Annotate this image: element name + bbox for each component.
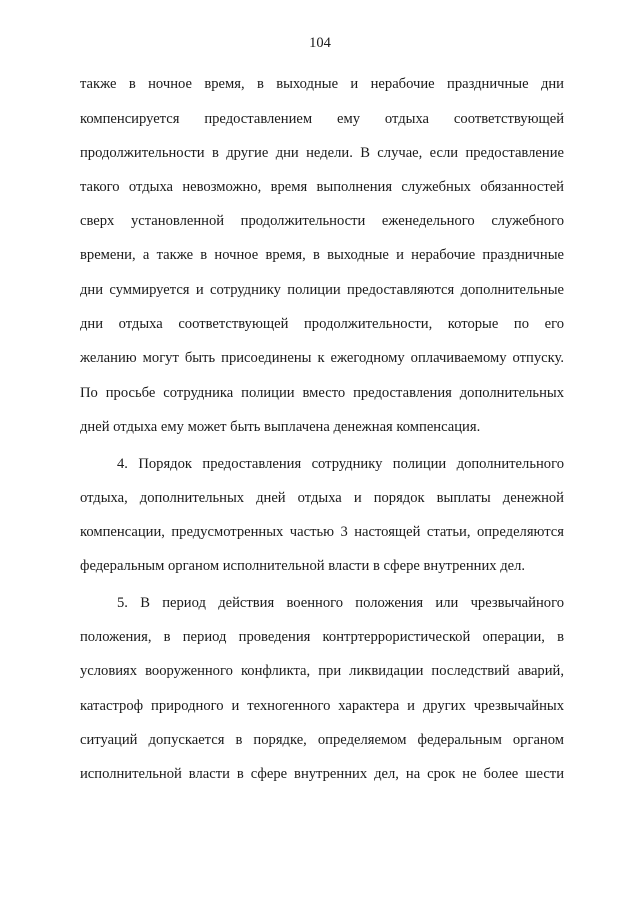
text-line: федеральным органом исполнительной власти в сфере внутренних дел. — [80, 558, 526, 574]
text-line: дней отдыха ему может быть выплачена денежная компенсация. — [80, 419, 481, 435]
text-line: положения, в период проведения контртеррористической операции, в — [80, 629, 564, 645]
text-line: желанию могут быть присоединены к ежегодному оплачиваемому отпуску. — [80, 350, 564, 366]
page-number: 104 — [309, 35, 331, 51]
text-line: ситуаций допускается в порядке, определяемом федеральным органом — [80, 732, 564, 748]
text-line: дни суммируется и сотруднику полиции предоставляются дополнительные — [80, 282, 564, 298]
text-line: также в ночное время, в выходные и нерабочие праздничные дни — [80, 76, 564, 92]
text-line: такого отдыха невозможно, время выполнения служебных обязанностей — [80, 179, 564, 195]
text-line: условиях вооруженного конфликта, при ликвидации последствий аварий, — [80, 663, 564, 679]
text-line: компенсируется предоставлением ему отдыха соответствующей — [80, 111, 564, 127]
text-line: дни отдыха соответствующей продолжительности, которые по его — [80, 316, 564, 332]
text-line: По просьбе сотрудника полиции вместо предоставления дополнительных — [80, 385, 564, 401]
text-line: катастроф природного и техногенного характера и других чрезвычайных — [80, 698, 564, 714]
text-line: продолжительности в другие дни недели. В случае, если предоставление — [80, 145, 564, 161]
text-line: исполнительной власти в сфере внутренних дел, на срок не более шести — [80, 766, 564, 782]
text-line: времени, а также в ночное время, в выходные и нерабочие праздничные — [80, 247, 564, 263]
text-line: отдыха, дополнительных дней отдыха и порядок выплаты денежной — [80, 490, 564, 506]
text-line: 5. В период действия военного положения или чрезвычайного — [117, 595, 564, 611]
text-line: компенсации, предусмотренных частью 3 настоящей статьи, определяются — [80, 524, 564, 540]
text-line: сверх установленной продолжительности еженедельного служебного — [80, 213, 564, 229]
text-line: 4. Порядок предоставления сотруднику полиции дополнительного — [117, 456, 564, 472]
